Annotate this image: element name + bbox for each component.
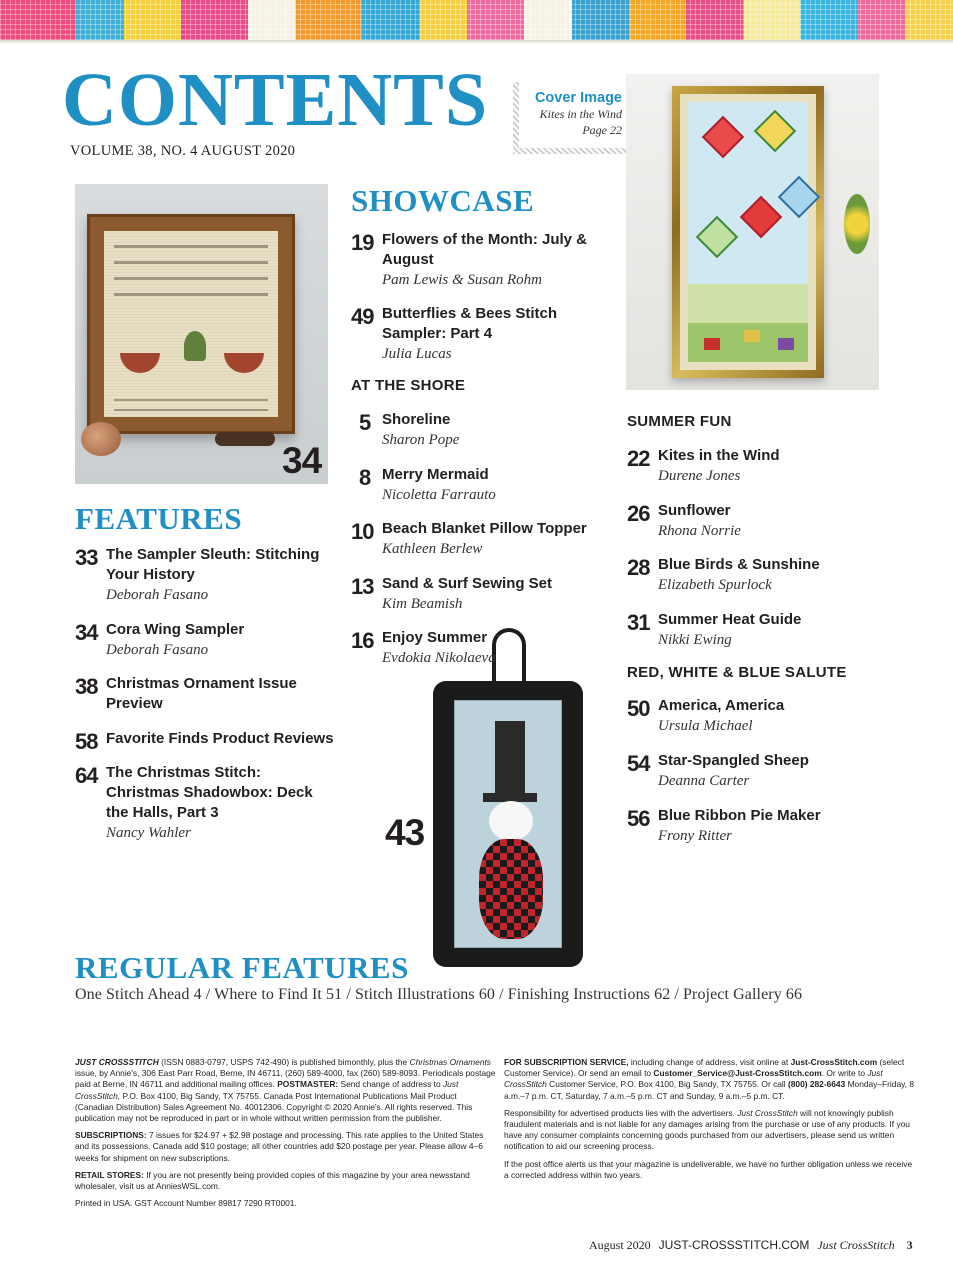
fine-label: RETAIL STORES: (75, 1169, 144, 1180)
kite (778, 176, 820, 218)
cover-project: Kites in the Wind (539, 107, 622, 121)
showcase-entry[interactable] (351, 230, 596, 290)
snowman-head (489, 801, 533, 841)
entry-author: Rhona Norrie (658, 523, 741, 539)
entry-title: Enjoy Summer (382, 629, 488, 646)
wooden-bobbin (215, 432, 275, 446)
stitched-line (114, 245, 268, 248)
fine-text: issue, by Annie's, 306 East Parr Road, Berne, IN 46711, (260) 589-4000, fax (260) 589-8093. Periodicals postage paid at Berne, IN 46711 and additional mailing offices. (75, 1068, 496, 1090)
fine-text: If you are not presently being provided copies of this magazine by your area newsstand wholesaler, visit us at AnniesWSL.com. (75, 1169, 470, 1192)
entry-title: The Sampler Sleuth: Stitching (106, 546, 320, 563)
cover-image-label: Cover Image (534, 90, 622, 106)
entry-page: 16 (351, 628, 374, 653)
feature-entry[interactable] (75, 729, 340, 754)
stitched-line (114, 277, 268, 280)
entry-page: 33 (75, 545, 98, 570)
fine-text: . Or write to (821, 1068, 868, 1079)
email-link[interactable]: Customer_Service@Just-CrossStitch.com (653, 1068, 822, 1079)
snowman-ornament-photo[interactable] (430, 628, 586, 968)
entry-author: Elizabeth Spurlock (658, 577, 772, 593)
entry-page: 19 (351, 230, 374, 255)
salute-entry[interactable] (627, 696, 857, 736)
entry-title: Preview (106, 695, 163, 712)
snowman-body (479, 839, 543, 939)
kite (702, 116, 744, 158)
fine-label: FOR SUBSCRIPTION SERVICE, (504, 1057, 629, 1067)
entry-page: 10 (351, 519, 374, 544)
summer-fun-heading: SUMMER FUN (627, 413, 732, 430)
entry-title: Sand & Surf Sewing Set (382, 575, 553, 592)
fine-text: (ISSN 0883-0797, USPS 742-490) is published bimonthly, plus the (158, 1057, 410, 1067)
fine-text: including change of address, visit online at (628, 1057, 791, 1067)
house (778, 338, 794, 350)
entry-author: Deanna Carter (658, 773, 750, 789)
sampler-cloth (104, 231, 278, 417)
kite (696, 216, 738, 258)
footer-date: August 2020 (589, 1238, 651, 1252)
entry-page: 5 (359, 410, 371, 435)
stitched-tree (184, 331, 206, 361)
salute-entry[interactable] (627, 751, 857, 791)
kite (754, 110, 796, 152)
fine-text: 7 issues for $24.97 + $2.98 postage and processing. This rate applies to the United States and its possessions. Canada add $10 postage; all other countries add $20 postage per year. Please allow 4–6 weeks for shipment on new subscriptions. (75, 1130, 484, 1163)
stitched-line (114, 409, 268, 411)
summer-entry[interactable] (627, 610, 857, 650)
ornament-page-number: 43 (385, 812, 425, 853)
fine-text: Send change of address to (338, 1079, 443, 1090)
stitched-basket (120, 353, 160, 373)
stitched-line (114, 293, 268, 296)
publication-info (75, 1057, 497, 1215)
entry-page: 50 (627, 696, 650, 721)
entry-page: 22 (627, 446, 650, 471)
fine-text: Printed in USA. GST Account Number 89817 7290 RT0001. (75, 1198, 297, 1209)
feature-entry[interactable] (75, 620, 340, 660)
entry-page: 49 (351, 304, 374, 329)
stitched-line (114, 261, 268, 264)
entry-title: Christmas Ornament Issue (106, 675, 297, 692)
entry-page: 28 (627, 555, 650, 580)
summer-entry[interactable] (627, 446, 857, 486)
entry-title: Sunflower (658, 502, 731, 519)
entry-page: 26 (627, 501, 650, 526)
entry-page: 56 (627, 806, 650, 831)
fine-text: Christmas Ornaments (409, 1057, 491, 1067)
border-shadow (0, 40, 953, 44)
feature-entry[interactable] (75, 674, 340, 714)
features-heading: FEATURES (75, 501, 243, 536)
entry-title: Beach Blanket Pillow Topper (382, 520, 587, 537)
fine-text: will not knowingly publish fraudulent materials and is not liable for any damages arising from the purchase or use of any products. If you have any consumer complaints concerning goods purchased from our advertisers, please send us written notification to aid our screening process. (504, 1107, 910, 1152)
entry-title: Star-Spangled Sheep (658, 752, 809, 769)
footer-magazine: Just CrossStitch (817, 1238, 895, 1252)
entry-title: Kites in the Wind (658, 447, 780, 464)
cover-page: Page 22 (582, 123, 622, 137)
entry-page: 8 (359, 465, 371, 490)
kite (740, 196, 782, 238)
fine-text: Just CrossStitch (737, 1107, 798, 1118)
shore-entry[interactable] (351, 410, 596, 450)
entry-page: 38 (75, 674, 98, 699)
fine-label: SUBSCRIPTIONS: (75, 1130, 147, 1141)
regular-features-heading: REGULAR FEATURES (75, 950, 409, 985)
stitched-basket (224, 353, 264, 373)
entry-page: 64 (75, 763, 98, 788)
shore-entry[interactable] (351, 519, 596, 559)
page-footer (589, 1238, 913, 1253)
fine-text: P.O. Box 4100, Big Sandy, TX 75755. Canada Post International Publications Mail Product (Canadian Distribution) Sales Agreement No. 40012306. Copyright © 2020 Annie's. All rights reserved. This publication may not be reproduced in part or in whole without written permission from the publisher. (75, 1090, 473, 1124)
fine-text: (select Customer Service). Or send an email to (504, 1057, 905, 1079)
entry-author: Pam Lewis & Susan Rohm (382, 272, 543, 288)
entry-title: Christmas Shadowbox: Deck (106, 784, 313, 801)
entry-title: August (382, 251, 434, 268)
entry-author: Nikki Ewing (658, 632, 732, 648)
entry-author: Evdokia Nikolaeva (382, 650, 496, 666)
entry-author: Nicoletta Farrauto (382, 487, 496, 503)
entry-title: Sampler: Part 4 (382, 325, 493, 342)
entry-title: Favorite Finds Product Reviews (106, 730, 334, 747)
phone-number: (800) 282-6643 (787, 1079, 846, 1090)
ornament-cloth (454, 700, 562, 948)
house (704, 338, 720, 350)
regular-features-list: One Stitch Ahead 4 / Where to Find It 51 / Stitch Illustrations 60 / Finishing Instructions 62 / Project Gallery 66 (75, 986, 803, 1003)
page-title: CONTENTS (62, 58, 489, 142)
flower-plant (844, 194, 870, 254)
cover-image-box (513, 82, 626, 154)
website-link[interactable]: Just-CrossStitch.com (790, 1057, 878, 1067)
volume-line: VOLUME 38, NO. 4 AUGUST 2020 (70, 143, 296, 159)
entry-author: Kathleen Berlew (382, 541, 483, 557)
sampler-photo[interactable] (75, 184, 328, 484)
cross-stitch-border (0, 0, 953, 40)
shore-entry[interactable] (351, 574, 596, 614)
entry-title: Blue Ribbon Pie Maker (658, 807, 821, 824)
cover-kites-photo[interactable] (626, 74, 879, 390)
entry-title: The Christmas Stitch: (106, 764, 262, 781)
entry-author: Frony Ritter (658, 828, 733, 844)
entry-page: 58 (75, 729, 98, 754)
snowman-hat (495, 721, 525, 795)
entry-author: Kim Beamish (382, 596, 463, 612)
entry-title: Your History (106, 566, 195, 583)
ornament-body (438, 686, 578, 962)
subscription-service-info (504, 1057, 916, 1187)
feature-entry[interactable] (75, 763, 340, 843)
fine-label: POSTMASTER: (277, 1079, 339, 1090)
fine-text: Customer Service, P.O. Box 4100, Big Sandy, TX 75755. Or call (546, 1079, 788, 1090)
pincushion (81, 422, 121, 456)
entry-title: the Halls, Part 3 (106, 804, 219, 821)
entry-title: America, America (658, 697, 785, 714)
entry-title: Blue Birds & Sunshine (658, 556, 820, 573)
fine-text: Just CrossStitch, (75, 1079, 459, 1101)
salute-entry[interactable] (627, 806, 857, 846)
entry-page: 13 (351, 574, 374, 599)
entry-title: Shoreline (382, 411, 451, 428)
kite-cloth (688, 102, 808, 362)
entry-author: Sharon Pope (382, 432, 460, 448)
brand-name: JUST CROSSSTITCH (75, 1057, 159, 1067)
fine-text: Just CrossStitch (504, 1068, 883, 1090)
entry-page: 34 (75, 620, 98, 645)
entry-title: Summer Heat Guide (658, 611, 802, 628)
shore-entry[interactable] (351, 628, 511, 668)
gold-frame (672, 86, 824, 378)
showcase-heading: SHOWCASE (351, 183, 535, 218)
house (744, 330, 760, 342)
summer-entry[interactable] (627, 501, 857, 541)
fine-text: Monday–Friday, 8 a.m.–7 p.m. CT, Saturday, 7 a.m.–5 p.m. CT and Sunday, 9 a.m.–5 p.m. CT. (504, 1079, 914, 1101)
footer-site[interactable]: JUST-CROSSSTITCH.COM (658, 1238, 810, 1252)
entry-title: Cora Wing Sampler (106, 621, 245, 638)
entry-author: Deborah Fasano (106, 587, 209, 603)
feature-entry[interactable] (75, 545, 340, 605)
entry-author: Durene Jones (658, 468, 741, 484)
entry-author: Ursula Michael (658, 718, 753, 734)
entry-title: Butterflies & Bees Stitch (382, 305, 558, 322)
sampler-page-number: 34 (282, 440, 322, 481)
sampler-frame (87, 214, 295, 434)
stitched-line (114, 399, 268, 401)
summer-entry[interactable] (627, 555, 857, 595)
red-white-blue-heading: RED, WHITE & BLUE SALUTE (627, 664, 847, 681)
showcase-entry[interactable] (351, 304, 596, 364)
shore-entry[interactable] (351, 465, 596, 505)
entry-page: 54 (627, 751, 650, 776)
entry-author: Deborah Fasano (106, 642, 209, 658)
fine-text: If the post office alerts us that your magazine is undeliverable, we have no further obligation unless we receive a corrected address within two years. (504, 1158, 913, 1180)
at-the-shore-heading: AT THE SHORE (351, 377, 466, 394)
entry-author: Julia Lucas (382, 346, 452, 362)
entry-author: Nancy Wahler (106, 825, 191, 841)
entry-title: Flowers of the Month: July & (382, 231, 587, 248)
entry-page: 31 (627, 610, 650, 635)
fine-text: Responsibility for advertised products lies with the advertisers. (504, 1107, 738, 1118)
footer-page-number: 3 (906, 1238, 913, 1252)
entry-title: Merry Mermaid (382, 466, 489, 483)
